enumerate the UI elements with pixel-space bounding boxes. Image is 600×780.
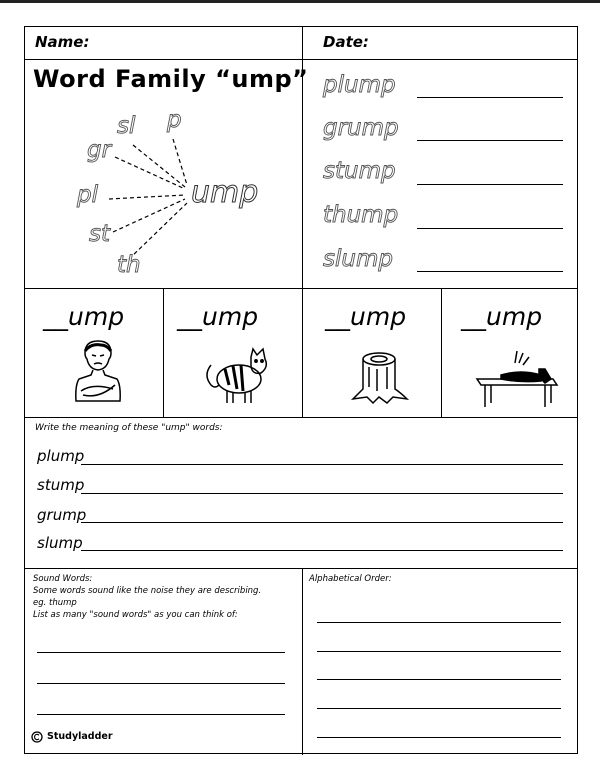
sound-words-example: eg. thump [33, 598, 77, 608]
card-blank: __ump [461, 302, 543, 331]
copyright-icon [31, 731, 43, 743]
meaning-line[interactable] [81, 522, 563, 523]
beginning-p: p [167, 107, 182, 133]
worksheet [24, 26, 578, 754]
sound-words-heading: Sound Words: [33, 574, 93, 584]
sound-words-instruction: List as many "sound words" as you can think of: [33, 610, 238, 620]
date-label: Date: [323, 33, 369, 51]
divider [25, 568, 577, 569]
beginning-sl: sl [117, 113, 136, 139]
meaning-instruction: Write the meaning of these "ump" words: [35, 423, 223, 433]
beginning-th: th [117, 252, 141, 278]
top-border [0, 0, 600, 3]
trace-word: grump [323, 115, 399, 141]
beginning-gr: gr [87, 137, 112, 163]
beginning-st: st [89, 221, 111, 247]
card-blank: __ump [177, 302, 259, 331]
alphabetical-line[interactable] [317, 622, 561, 623]
family-ending: ump [191, 175, 259, 210]
meaning-line[interactable] [81, 493, 563, 494]
page-title: Word Family “ump” [33, 65, 309, 93]
meaning-line[interactable] [81, 464, 563, 465]
card-blank: __ump [43, 302, 125, 331]
name-label: Name: [35, 33, 90, 51]
alphabetical-line[interactable] [317, 679, 561, 680]
write-line[interactable] [417, 184, 563, 185]
beginning-pl: pl [77, 182, 98, 208]
tree-stump-icon [351, 349, 409, 405]
trace-word: stump [323, 158, 396, 184]
meaning-word: plump [37, 447, 85, 465]
studyladder-credit: Studyladder [47, 731, 113, 742]
bottom-divider [302, 569, 303, 755]
write-line[interactable] [417, 228, 563, 229]
meaning-word: slump [37, 534, 83, 552]
sound-word-line[interactable] [37, 714, 285, 715]
divider [25, 417, 577, 418]
card-divider [441, 289, 442, 417]
meaning-word: grump [37, 506, 87, 524]
sound-word-line[interactable] [37, 683, 285, 684]
sound-word-line[interactable] [37, 652, 285, 653]
meaning-word: stump [37, 476, 85, 494]
alphabetical-line[interactable] [317, 651, 561, 652]
divider [25, 288, 577, 289]
alphabetical-heading: Alphabetical Order: [309, 574, 392, 584]
card-divider [163, 289, 164, 417]
trace-word: plump [323, 72, 396, 98]
meaning-line[interactable] [81, 550, 563, 551]
write-line[interactable] [417, 271, 563, 272]
alphabetical-line[interactable] [317, 708, 561, 709]
grumpy-person-icon [73, 339, 123, 403]
hammer-thump-icon [471, 343, 561, 409]
alphabetical-line[interactable] [317, 737, 561, 738]
write-line[interactable] [417, 140, 563, 141]
write-line[interactable] [417, 97, 563, 98]
card-blank: __ump [325, 302, 407, 331]
word-family-lines [25, 27, 305, 287]
card-divider [302, 289, 303, 417]
sound-words-line: Some words sound like the noise they are describing. [33, 586, 262, 596]
plump-cat-icon [205, 345, 275, 405]
trace-word: slump [323, 246, 393, 272]
trace-word: thump [323, 202, 399, 228]
